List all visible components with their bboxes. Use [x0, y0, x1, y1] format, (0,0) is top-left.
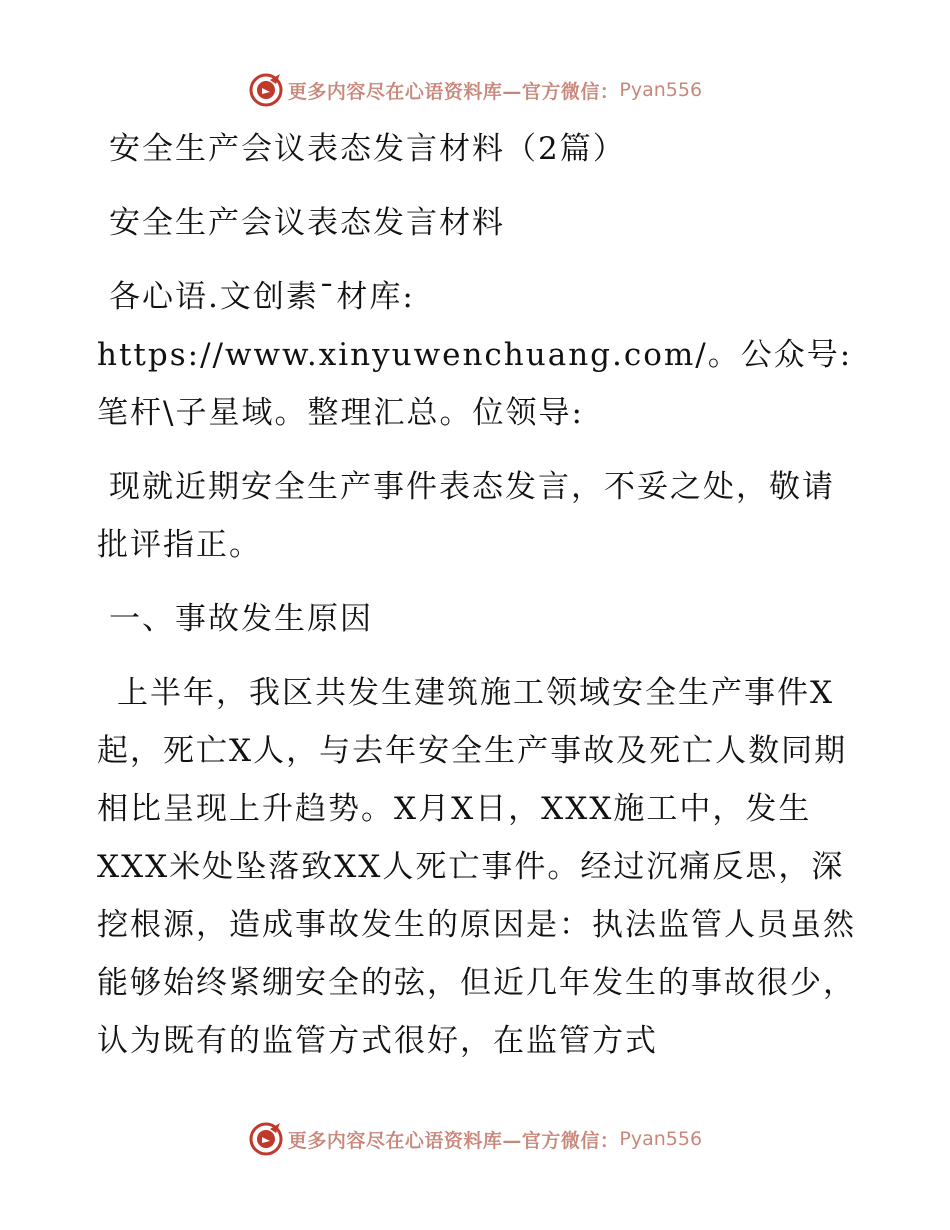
- section-heading: 一、事故发生原因: [109, 601, 373, 637]
- intro-paragraph: 现就近期安全生产事件表态发言，不妥之处，敬请批评指正。: [97, 469, 835, 563]
- watermark-banner-bottom: [0, 1119, 950, 1159]
- watermark-text: 更多内容尽在心语资料库—官方微信：: [287, 80, 620, 103]
- document-body: [97, 120, 857, 1070]
- pen-logo-icon: [248, 1121, 284, 1157]
- greeting-paragraph: 各心语.文创素¯材库: https://www.xinyuwenchuang.com/。公众号: 笔杆\子星域。整理汇总。位领导:: [97, 279, 853, 431]
- body-paragraph: 上半年，我区共发生建筑施工领域安全生产事件X起，死亡X人，与去年安全生产事故及死亡人数同期相比呈现上升趋势。X月X日，XXX施工中，发生XXX米处坠落致XX人死亡事件。经过沉痛反思，深挖根源，造成事故发生的原因是：执法监管人员虽然能够始终紧绷安全的弦，但近几年发生的事故很少，认为既有的监管方式很好，在监管方式: [97, 675, 856, 1059]
- watermark-text: 更多内容尽在心语资料库—官方微信：: [287, 1129, 620, 1152]
- watermark-wechat: Pyan556: [619, 79, 703, 101]
- watermark-wechat: Pyan556: [619, 1128, 703, 1150]
- document-subtitle: 安全生产会议表态发言材料: [109, 205, 505, 241]
- watermark-banner-top: [0, 70, 950, 110]
- document-title: 安全生产会议表态发言材料（2篇）: [109, 131, 626, 167]
- pen-logo-icon: [248, 72, 284, 108]
